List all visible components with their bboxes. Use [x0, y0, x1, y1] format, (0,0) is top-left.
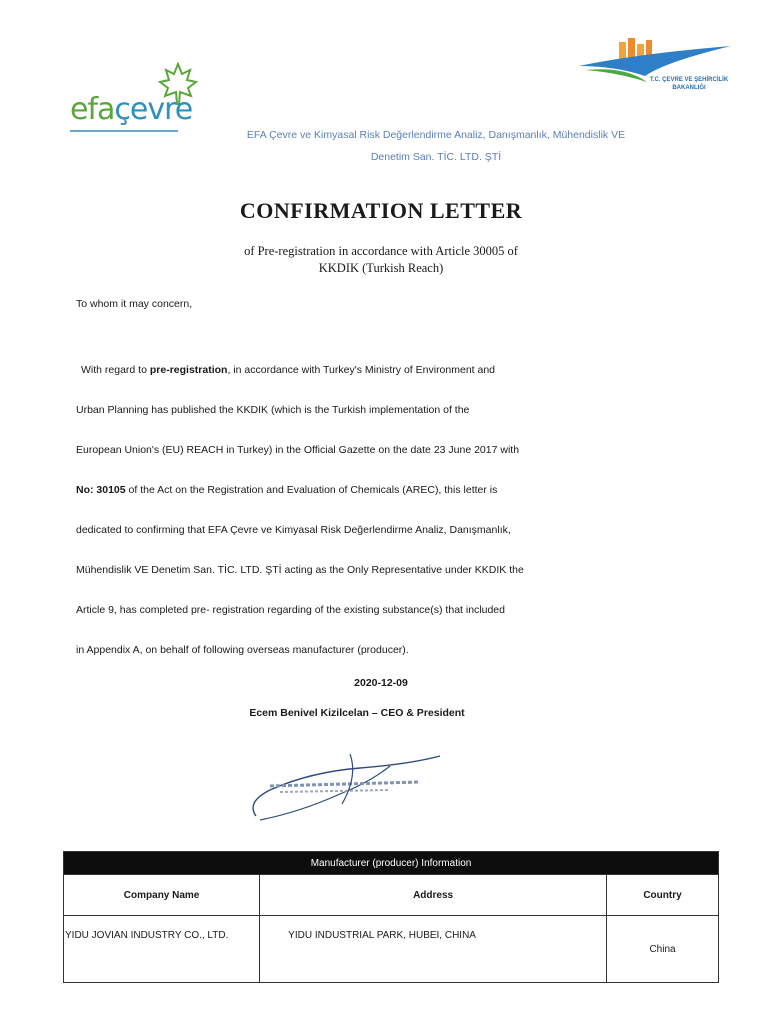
column-header-company: Company Name — [64, 875, 260, 916]
cell-company-name: YIDU JOVIAN INDUSTRY CO., LTD. — [64, 916, 260, 983]
body-line-6: Mühendislik VE Denetim San. TİC. LTD. ŞTİ acting as the Only Representative under KKDIK the — [76, 564, 524, 576]
subtitle-line-2: KKDIK (Turkish Reach) — [318, 261, 444, 275]
body-line-5: dedicated to confirming that EFA Çevre ve Kimyasal Risk Değerlendirme Analiz, Danışmanlık, — [76, 524, 511, 536]
ministry-logo — [575, 36, 735, 116]
manufacturer-table — [63, 851, 719, 983]
letter-date: 2020-12-09 — [354, 677, 408, 689]
company-line-2: Denetim San. TİC. LTD. ŞTİ — [370, 151, 502, 163]
body-line-7: Article 9, has completed pre- registration regarding of the existing substance(s) that included — [76, 604, 505, 616]
body-line-3: European Union's (EU) REACH in Turkey) in the Official Gazette on the date 23 June 2017 with — [76, 444, 520, 456]
cell-country: China — [607, 916, 719, 983]
table-row — [64, 916, 719, 983]
table-title: Manufacturer (producer) Information — [64, 852, 719, 875]
ministry-emblem-icon — [575, 36, 735, 106]
company-header — [196, 124, 676, 168]
body-line-4: No: 30105 of the Act on the Registration and Evaluation of Chemicals (AREC), this letter is — [76, 484, 498, 496]
act-number: No: 30105 — [76, 484, 126, 496]
letter-subtitle — [160, 243, 602, 277]
company-line-1: EFA Çevre ve Kimyasal Risk Değerlendirme Analiz, Danışmanlık, Mühendislik VE — [246, 129, 626, 141]
cell-address: YIDU INDUSTRIAL PARK, HUBEI, CHINA — [260, 916, 607, 983]
salutation: To whom it may concern, — [76, 298, 193, 310]
body-line-1: With regard to pre-registration, in accordance with Turkey's Ministry of Environment and — [81, 364, 496, 376]
ministry-name: T.C. ÇEVRE VE ŞEHİRCİLİK BAKANLIĞI — [649, 77, 729, 91]
keyword-pre-registration: pre-registration — [149, 364, 228, 376]
efa-cevre-logo — [70, 62, 210, 132]
body-line-2: Urban Planning has published the KKDIK (which is the Turkish implementation of the — [76, 404, 470, 416]
signer-name: Ecem Benivel Kizilcelan – CEO & President — [249, 707, 465, 719]
column-header-address: Address — [260, 875, 607, 916]
logo-wordmark: efaçevre — [70, 92, 193, 127]
column-header-country: Country — [607, 875, 719, 916]
signature-image — [240, 746, 470, 826]
logo-underline — [70, 130, 178, 132]
subtitle-line-1: of Pre-registration in accordance with Article 30005 of — [244, 244, 518, 258]
letter-title: CONFIRMATION LETTER — [239, 198, 523, 223]
letter-body — [76, 350, 696, 670]
body-line-8: in Appendix A, on behalf of following overseas manufacturer (producer). — [76, 644, 409, 656]
